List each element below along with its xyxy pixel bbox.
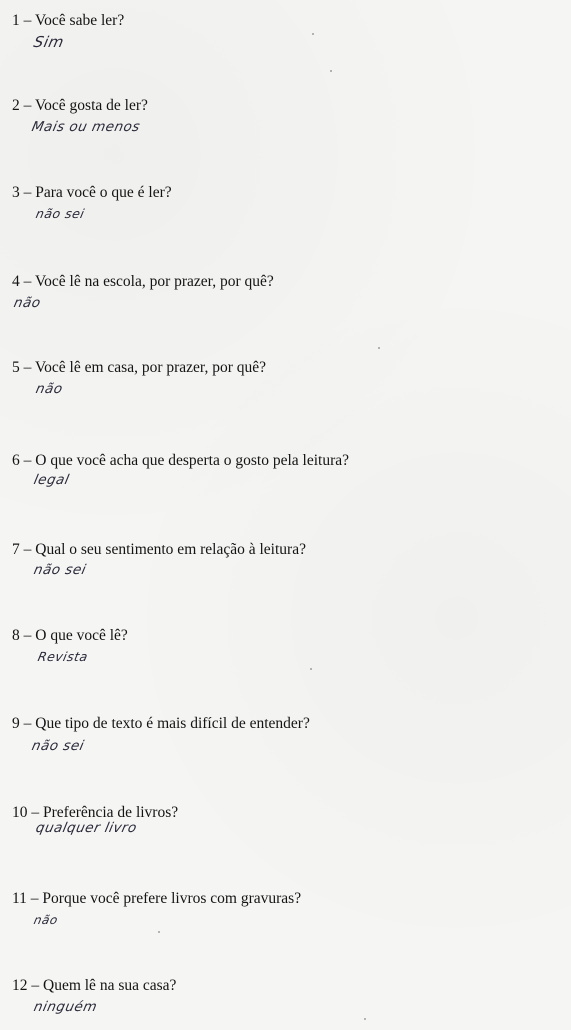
question-2: 2 – Você gosta de ler? bbox=[12, 97, 148, 114]
scan-speck bbox=[378, 347, 380, 349]
question-11: 11 – Porque você prefere livros com gravuras? bbox=[12, 890, 302, 907]
answer-6: legal bbox=[32, 472, 71, 488]
question-8: 8 – O que você lê? bbox=[12, 627, 128, 644]
scan-speck bbox=[312, 33, 314, 35]
question-7: 7 – Qual o seu sentimento em relação à leitura? bbox=[12, 541, 306, 558]
scan-speck bbox=[158, 931, 160, 933]
question-10: 10 – Preferência de livros? bbox=[12, 804, 179, 821]
answer-3: não sei bbox=[34, 206, 87, 221]
scan-speck bbox=[330, 70, 332, 72]
scan-speck bbox=[310, 668, 312, 670]
question-1: 1 – Você sabe ler? bbox=[12, 12, 125, 29]
answer-12: ninguém bbox=[32, 999, 99, 1015]
answer-8: Revista bbox=[36, 649, 90, 664]
answer-2: Mais ou menos bbox=[30, 119, 142, 135]
question-5: 5 – Você lê em casa, por prazer, por quê? bbox=[12, 359, 267, 376]
question-9: 9 – Que tipo de texto é mais difícil de entender? bbox=[12, 715, 310, 732]
answer-11: não bbox=[32, 913, 60, 927]
answer-1: Sim bbox=[32, 33, 66, 51]
answer-7: não sei bbox=[32, 562, 88, 578]
answer-9: não sei bbox=[30, 738, 86, 754]
answer-4: não bbox=[12, 295, 43, 311]
question-6: 6 – O que você acha que desperta o gosto pela leitura? bbox=[12, 452, 349, 469]
answer-5: não bbox=[34, 381, 65, 397]
question-4: 4 – Você lê na escola, por prazer, por quê? bbox=[12, 273, 274, 290]
question-3: 3 – Para você o que é ler? bbox=[12, 184, 172, 201]
scan-speck bbox=[364, 1018, 366, 1020]
question-12: 12 – Quem lê na sua casa? bbox=[12, 977, 177, 994]
answer-10: qualquer livro bbox=[34, 820, 139, 836]
